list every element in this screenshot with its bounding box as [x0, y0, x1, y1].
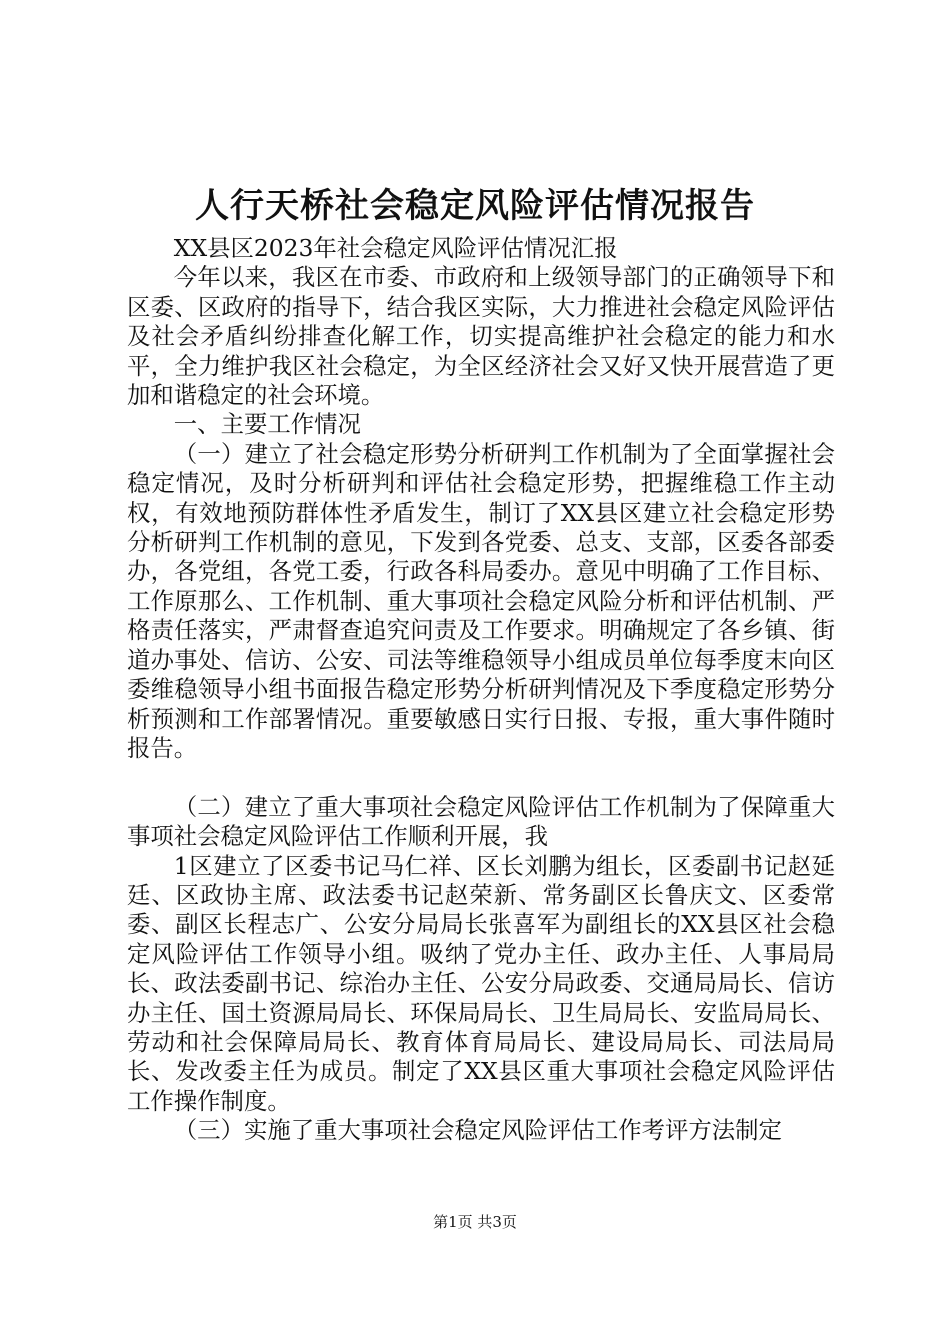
- page-footer: 第1页 共3页: [433, 1213, 517, 1231]
- intro-paragraph: 今年以来，我区在市委、市政府和上级领导部门的正确领导下和区委、区政府的指导下，结合我区实际，大力推进社会稳定风险评估及社会矛盾纠纷排查化解工作，切实提高维护社会稳定的能力和水平，全力维护我区社会稳定，为全区经济社会又好又快开展营造了更加和谐稳定的社会环境。: [127, 263, 835, 410]
- section-heading: 一、主要工作情况: [173, 410, 361, 439]
- document-title: 人行天桥社会稳定风险评估情况报告: [195, 186, 755, 226]
- paragraph-item-2: （二）建立了重大事项社会稳定风险评估工作机制为了保障重大事项社会稳定风险评估工作顺利开展，我: [127, 792, 835, 851]
- report-subtitle: XX县区2023年社会稳定风险评估情况汇报: [173, 234, 618, 262]
- paragraph-item-2-continued: 1区建立了区委书记马仁祥、区长刘鹏为组长，区委副书记赵延廷、区政协主席、政法委书记赵荣新、常务副区长鲁庆文、区委常委、副区长程志广、公安分局局长张喜军为副组长的XX县区社会稳定风险评估工作领导小组。吸纳了党办主任、政办主任、人事局局长、政法委副书记、综治办主任、公安分局政委、交通局局长、信访办主任、国土资源局局长、环保局局长、卫生局局长、安监局局长、劳动和社会保障局局长、教育体育局局长、建设局局长、司法局局长、发改委主任为成员。制定了XX县区重大事项社会稳定风险评估工作操作制度。: [127, 851, 835, 1115]
- document-body: [127, 234, 835, 1146]
- paragraph-item-3: （三）实施了重大事项社会稳定风险评估工作考评方法制定: [173, 1116, 782, 1145]
- paragraph-item-1: （一）建立了社会稳定形势分析研判工作机制为了全面掌握社会稳定情况，及时分析研判和评估社会稳定形势，把握维稳工作主动权，有效地预防群体性矛盾发生，制订了XX县区建立社会稳定形势分析研判工作机制的意见，下发到各党委、总支、支部，区委各部委办，各党组，各党工委，行政各科局委办。意见中明确了工作目标、工作原那么、工作机制、重大事项社会稳定风险分析和评估机制、严格责任落实，严肃督查追究问责及工作要求。明确规定了各乡镇、街道办事处、信访、公安、司法等维稳领导小组成员单位每季度末向区委维稳领导小组书面报告稳定形势分析研判情况及下季度稳定形势分析预测和工作部署情况。重要敏感日实行日报、专报，重大事件随时报告。: [127, 439, 835, 762]
